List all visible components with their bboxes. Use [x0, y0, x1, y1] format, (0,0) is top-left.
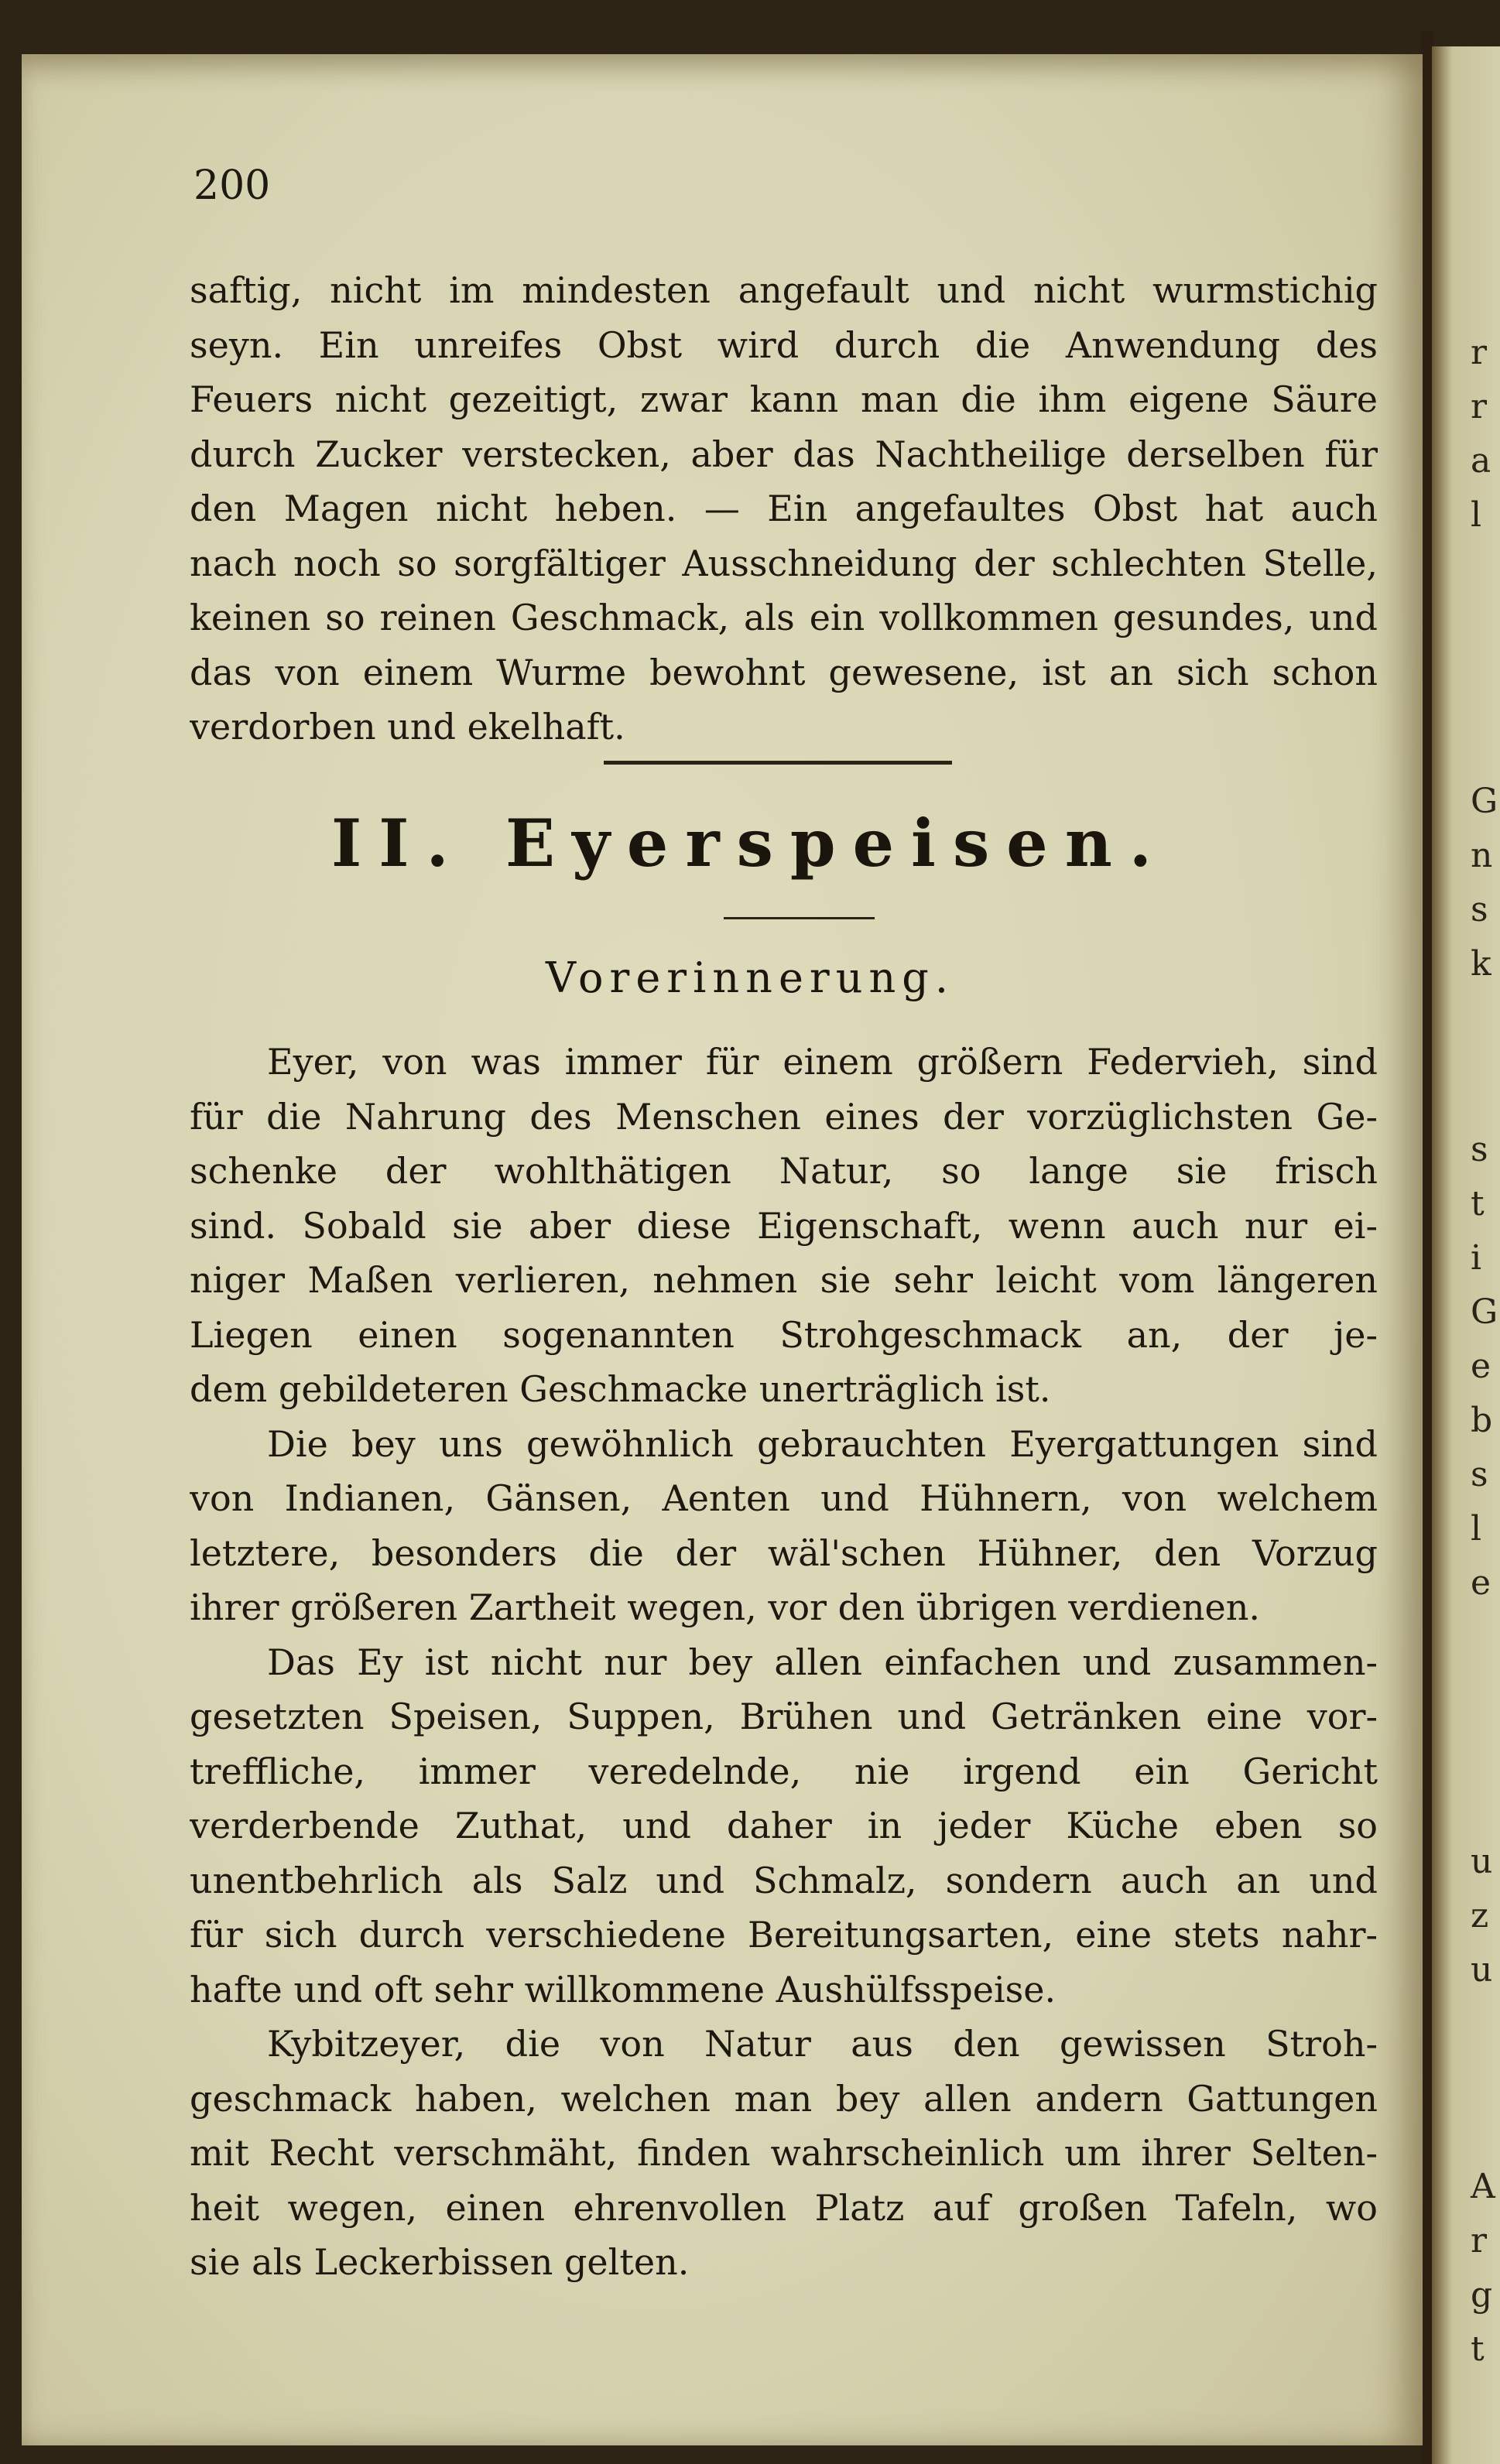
fragment-letter: r [1471, 2221, 1488, 2260]
text-line: mit Recht verschmäht, finden wahrscheinlich um ihrer Selten- [190, 2132, 1378, 2174]
heading-underline [724, 917, 875, 919]
section-heading: II. Eyerspeisen. [330, 805, 1170, 881]
text-line: von Indianen, Gänsen, Aenten und Hühnern, von welchem [190, 1477, 1378, 1519]
body-text [190, 1035, 1378, 2290]
fragment-letter: l [1471, 495, 1482, 535]
text-line: sind. Sobald sie aber diese Eigenschaft, wenn auch nur ei- [190, 1204, 1378, 1247]
fragment-letter: t [1471, 2329, 1485, 2369]
fragment-letter: e [1471, 1347, 1491, 1386]
text-line: das von einem Wurme bewohnt gewesene, ist an sich schon [190, 651, 1378, 693]
text-line: niger Maßen verlieren, nehmen sie sehr leicht vom längeren [190, 1259, 1378, 1301]
text-line: gesetzten Speisen, Suppen, Brühen und Getränken eine vor- [190, 1696, 1378, 1737]
text-line: dem gebildeteren Geschmacke unerträglich ist. [190, 1368, 1051, 1410]
fragment-letter: z [1471, 1896, 1489, 1935]
text-line: Das Ey ist nicht nur bey allen einfachen und zusammen- [267, 1641, 1378, 1683]
subheading: Vorerinnerung. [545, 953, 955, 1002]
fragment-letter: l [1471, 1509, 1482, 1549]
text-line: schenke der wohlthätigen Natur, so lange sie frisch [190, 1150, 1378, 1192]
fragment-letter: s [1471, 890, 1488, 929]
fragment-letter: g [1471, 2275, 1493, 2315]
text-line: durch Zucker verstecken, aber das Nachtheilige derselben für [190, 433, 1378, 475]
text-line: seyn. Ein unreifes Obst wird durch die Anwendung des [190, 323, 1378, 366]
text-line: sie als Leckerbissen gelten. [190, 2241, 690, 2283]
text-line: hafte und oft sehr willkommene Aushülfsspeise. [190, 1968, 1057, 2011]
adjacent-page-edge [1432, 46, 1500, 2464]
fragment-letter: s [1471, 1455, 1488, 1494]
text-line: keinen so reinen Geschmack, als ein vollkommen gesundes, und [190, 597, 1378, 638]
fragment-letter: G [1471, 1292, 1498, 1332]
fragment-letter: e [1471, 1563, 1491, 1603]
fragment-letter: b [1471, 1401, 1493, 1440]
text-line: verdorben und ekelhaft. [190, 706, 625, 748]
paragraph-continuation [190, 263, 1378, 755]
text-line: Die bey uns gewöhnlich gebrauchten Eyergattungen sind [267, 1422, 1378, 1465]
fragment-letter: a [1471, 441, 1491, 481]
fragment-letter: k [1471, 944, 1491, 984]
fragment-letter: i [1471, 1238, 1482, 1278]
text-line: ihrer größeren Zartheit wegen, vor den übrigen verdienen. [190, 1586, 1260, 1628]
text-line: treffliche, immer veredelnde, nie irgend ein Gericht [190, 1750, 1378, 1792]
fragment-letter: G [1471, 782, 1498, 821]
fragment-letter: s [1471, 1130, 1488, 1169]
fragment-letter: u [1471, 1950, 1493, 1990]
text-line: Feuers nicht gezeitigt, zwar kann man die ihm eigene Säure [190, 378, 1378, 420]
text-line: Eyer, von was immer für einem größern Federvieh, sind [267, 1041, 1378, 1083]
text-line: letztere, besonders die der wäl'schen Hühner, den Vorzug [190, 1531, 1378, 1574]
text-line: geschmack haben, welchen man bey allen andern Gattungen [190, 2077, 1378, 2120]
text-line: unentbehrlich als Salz und Schmalz, sondern auch an und [190, 1859, 1378, 1901]
fragment-letter: u [1471, 1842, 1493, 1881]
text-line: heit wegen, einen ehrenvollen Platz auf großen Tafeln, wo [190, 2186, 1378, 2229]
text-line: nach noch so sorgfältiger Ausschneidung der schlechten Stelle, [190, 542, 1378, 584]
page-number: 200 [193, 163, 271, 209]
section-divider [604, 761, 952, 765]
fragment-letter: r [1471, 333, 1488, 372]
fragment-letter: n [1471, 836, 1493, 875]
text-line: saftig, nicht im mindesten angefault und nicht wurmstichig [190, 269, 1378, 311]
fragment-letter: r [1471, 387, 1488, 426]
text-line: für sich durch verschiedene Bereitungsarten, eine stets nahr- [190, 1914, 1378, 1956]
fragment-letter: A [1471, 2167, 1495, 2206]
text-line: für die Nahrung des Menschen eines der vorzüglichsten Ge- [190, 1095, 1378, 1138]
text-line: Liegen einen sogenannten Strohgeschmack an, der je- [190, 1313, 1378, 1356]
fragment-letter: t [1471, 1184, 1485, 1223]
text-line: verderbende Zuthat, und daher in jeder Küche eben so [190, 1805, 1378, 1846]
text-line: den Magen nicht heben. — Ein angefaultes Obst hat auch [190, 488, 1378, 529]
text-line: Kybitzeyer, die von Natur aus den gewissen Stroh- [267, 2023, 1378, 2065]
